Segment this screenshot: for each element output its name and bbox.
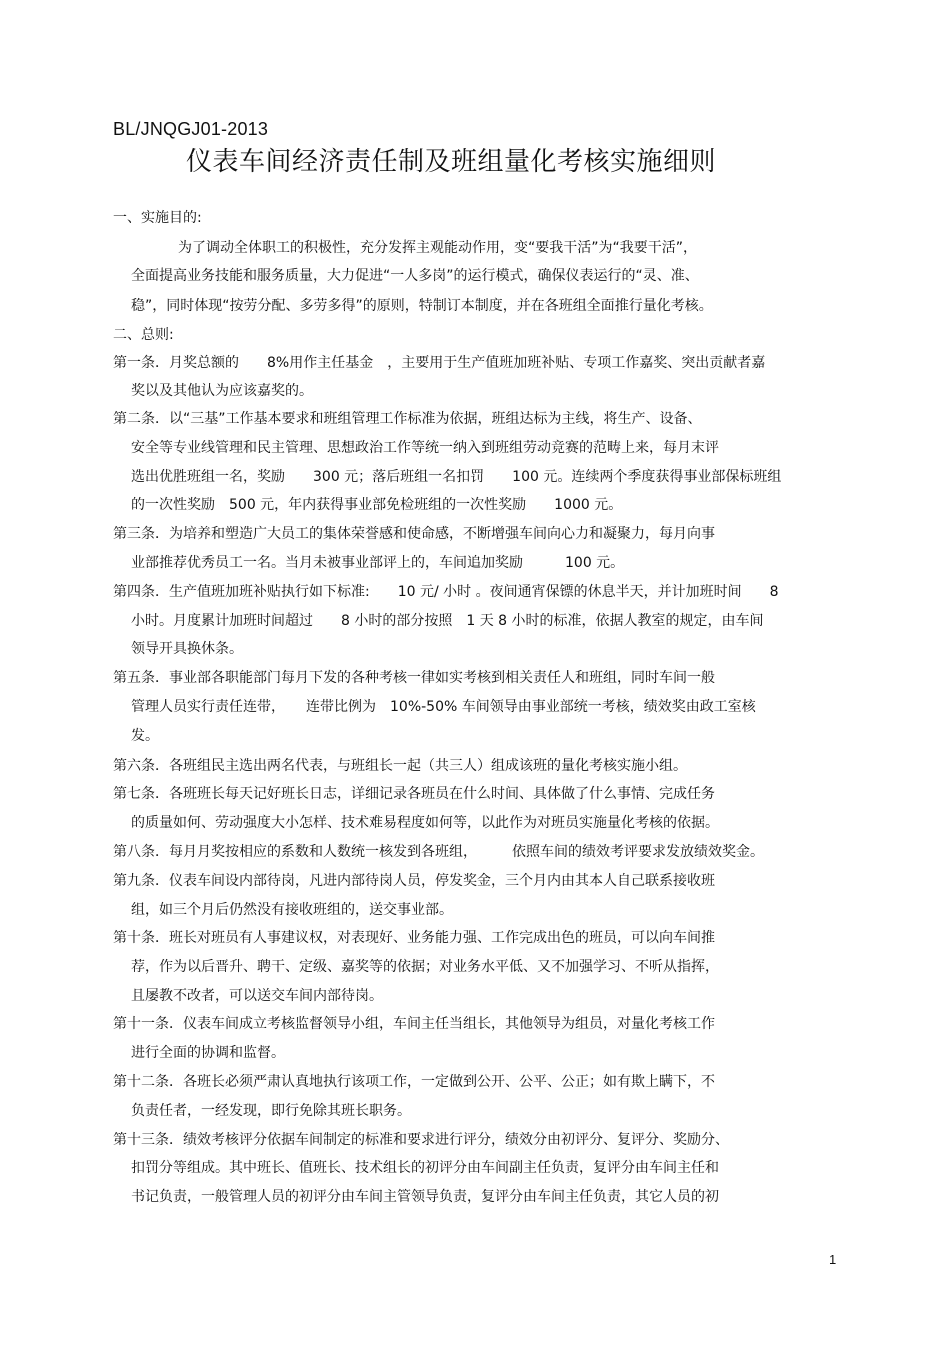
paragraph-line: 发。	[131, 728, 159, 744]
paragraph-line: 业部推荐优秀员工一名。当月未被事业部评上的，车间追加奖励 100 元。	[131, 555, 625, 571]
paragraph-line: 稳”，同时体现“按劳分配、多劳多得”的原则，特制订本制度，并在各班组全面推行量化考核。	[131, 298, 713, 314]
paragraph-line: 负责任者，一经发现，即行免除其班长职务。	[131, 1103, 411, 1119]
paragraph-line: 进行全面的协调和监督。	[131, 1045, 285, 1061]
article-5: 第五条．事业部各职能部门每月下发的各种考核一律如实考核到相关责任人和班组，同时车间一般	[113, 670, 715, 686]
article-8: 第八条．每月月奖按相应的系数和人数统一核发到各班组， 依照车间的绩效考评要求发放绩效奖金。	[113, 844, 764, 860]
article-12: 第十二条．各班长必须严肃认真地执行该项工作，一定做到公开、公平、公正；如有欺上瞒下，不	[113, 1074, 715, 1090]
article-7: 第七条．各班班长每天记好班长日志，详细记录各班员在什么时间、具体做了什么事情、完成任务	[113, 786, 715, 802]
section-heading-purpose: 一、实施目的:	[113, 210, 202, 226]
document-title: 仪表车间经济责任制及班组量化考核实施细则	[186, 147, 717, 177]
paragraph-line: 组，如三个月后仍然没有接收班组的，送交事业部。	[131, 902, 453, 918]
paragraph-line: 奖以及其他认为应该嘉奖的。	[131, 383, 313, 399]
paragraph-line: 书记负责，一般管理人员的初评分由车间主管领导负责，复评分由车间主任负责，其它人员的初	[131, 1189, 719, 1205]
paragraph-line: 管理人员实行责任连带， 连带比例为 10%-50% 车间领导由事业部统一考核，绩效奖由政工室核	[131, 699, 756, 715]
paragraph-line: 的质量如何、劳动强度大小怎样、技术难易程度如何等，以此作为对班员实施量化考核的依据。	[131, 815, 719, 831]
article-10: 第十条．班长对班员有人事建议权，对表现好、业务能力强、工作完成出色的班员，可以向车间推	[113, 930, 715, 946]
article-4: 第四条．生产值班加班补贴执行如下标准: 10 元/ 小时 。夜间通宵保镖的休息半天，并计加班时间 8	[113, 584, 779, 600]
document-code: BL/JNQGJ01-2013	[113, 119, 269, 139]
article-3: 第三条．为培养和塑造广大员工的集体荣誉感和使命感，不断增强车间向心力和凝聚力，每月向事	[113, 526, 715, 542]
paragraph-line: 且屡教不改者，可以送交车间内部待岗。	[131, 988, 383, 1004]
article-2: 第二条．以“三基”工作基本要求和班组管理工作标准为依据，班组达标为主线，将生产、设备、	[113, 411, 702, 427]
article-11: 第十一条．仪表车间成立考核监督领导小组，车间主任当组长，其他领导为组员，对量化考核工作	[113, 1016, 715, 1032]
section-heading-general: 二、总则:	[113, 327, 174, 343]
paragraph-line: 安全等专业线管理和民主管理、思想政治工作等统一纳入到班组劳动竞赛的范畴上来，每月末评	[131, 440, 719, 456]
paragraph-line: 荐，作为以后晋升、聘干、定级、嘉奖等的依据；对业务水平低、又不加强学习、不听从指挥，	[131, 959, 719, 975]
paragraph-line: 的一次性奖励 500 元，年内获得事业部免检班组的一次性奖励 1000 元。	[131, 497, 623, 513]
page-number: 1	[829, 1252, 837, 1267]
paragraph-line: 全面提高业务技能和服务质量，大力促进“一人多岗”的运行模式，确保仪表运行的“灵、准、	[131, 268, 699, 284]
paragraph-line: 领导开具换休条。	[131, 641, 243, 657]
paragraph-line: 选出优胜班组一名，奖励 300 元；落后班组一名扣罚 100 元。连续两个季度获得事业部保标班组	[131, 469, 782, 485]
article-13: 第十三条．绩效考核评分依据车间制定的标准和要求进行评分，绩效分由初评分、复评分、奖励分、	[113, 1132, 729, 1148]
article-6: 第六条．各班组民主选出两名代表，与班组长一起（共三人）组成该班的量化考核实施小组。	[113, 758, 687, 774]
article-1: 第一条．月奖总额的 8%用作主任基金 ，主要用于生产值班加班补贴、专项工作嘉奖、突出贡献者嘉	[113, 355, 766, 371]
article-9: 第九条．仪表车间设内部待岗，凡进内部待岗人员，停发奖金，三个月内由其本人自己联系接收班	[113, 873, 715, 889]
paragraph-line: 扣罚分等组成。其中班长、值班长、技术组长的初评分由车间副主任负责，复评分由车间主任和	[131, 1160, 719, 1176]
paragraph-line: 小时。月度累计加班时间超过 8 小时的部分按照 1 天 8 小时的标准，依据人教室的规定，由车间	[131, 613, 764, 629]
paragraph-line: 为了调动全体职工的积极性，充分发挥主观能动作用，变“要我干活”为“我要干活”，	[178, 240, 698, 256]
